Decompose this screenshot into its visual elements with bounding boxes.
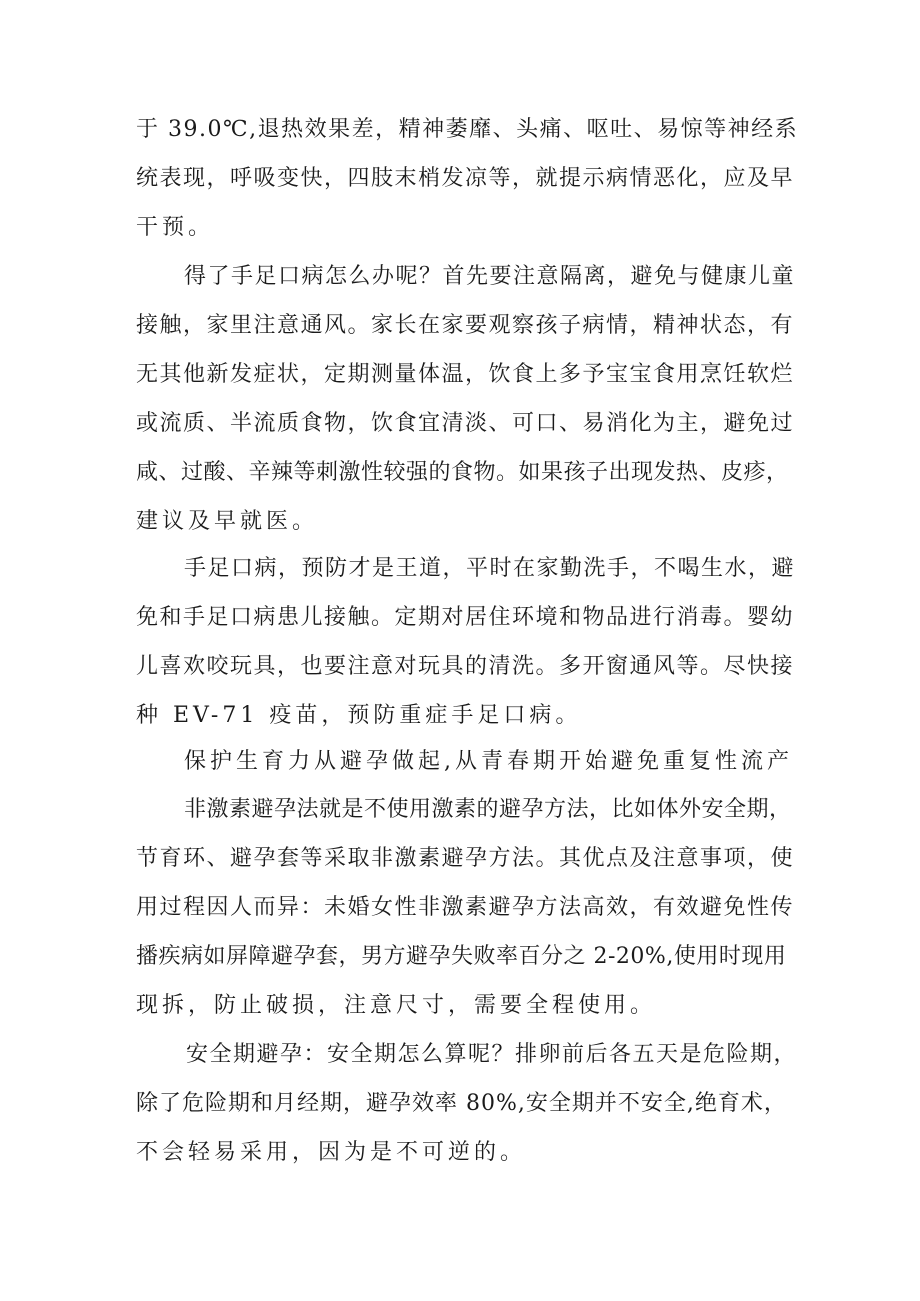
paragraph-line: 用过程因人而异：未婚女性非激素避孕方法高效，有效避免性传 (136, 895, 795, 920)
section-heading: 保护生育力从避孕做起,从青春期开始避免重复性流产 (184, 749, 793, 774)
paragraph-line: 干预。 (136, 215, 215, 240)
paragraph-line: 建议及早就医。 (136, 509, 319, 534)
paragraph-line: 种 EV-71 疫苗，预防重症手足口病。 (136, 703, 582, 728)
paragraph-line: 安全期避孕：安全期怎么算呢？排卵前后各五天是危险期， (186, 1042, 798, 1067)
paragraph-line: 儿喜欢咬玩具，也要注意对玩具的清洗。多开窗通风等。尽快接 (136, 654, 795, 679)
paragraph-line: 非激素避孕法就是不使用激素的避孕方法，比如体外安全期， (184, 797, 792, 822)
paragraph-line: 免和手足口病患儿接触。定期对居住环境和物品进行消毒。婴幼 (136, 605, 795, 630)
paragraph-line: 不会轻易采用，因为是不可逆的。 (136, 1140, 527, 1165)
paragraph-line: 无其他新发症状，定期测量体温，饮食上多予宝宝食用烹饪软烂 (136, 362, 795, 387)
paragraph-line: 播疾病如屏障避孕套，男方避孕失败率百分之 2-20%,使用时现用 (136, 944, 787, 969)
paragraph-line: 除了危险期和月经期，避孕效率 80%,安全期并不安全,绝育术， (136, 1091, 787, 1116)
paragraph-line: 接触，家里注意通风。家长在家要观察孩子病情，精神状态，有 (136, 313, 795, 338)
paragraph-line: 于 39.0℃,退热效果差，精神萎靡、头痛、呕吐、易惊等神经系 (136, 117, 799, 142)
paragraph-line: 或流质、半流质食物，饮食宜清淡、可口、易消化为主，避免过 (136, 411, 795, 436)
paragraph-line: 现拆，防止破损，注意尺寸，需要全程使用。 (136, 993, 657, 1018)
paragraph-line: 统表现，呼吸变快，四肢末梢发凉等，就提示病情恶化，应及早 (136, 166, 795, 191)
paragraph-line: 得了手足口病怎么办呢？首先要注意隔离，避免与健康儿童 (184, 264, 796, 289)
paragraph-line: 手足口病，预防才是王道，平时在家勤洗手，不喝生水，避 (184, 556, 796, 581)
paragraph-line: 节育环、避孕套等采取非激素避孕方法。其优点及注意事项，使 (136, 846, 795, 871)
paragraph-line: 咸、过酸、辛辣等刺激性较强的食物。如果孩子出现发热、皮疹， (136, 460, 789, 485)
